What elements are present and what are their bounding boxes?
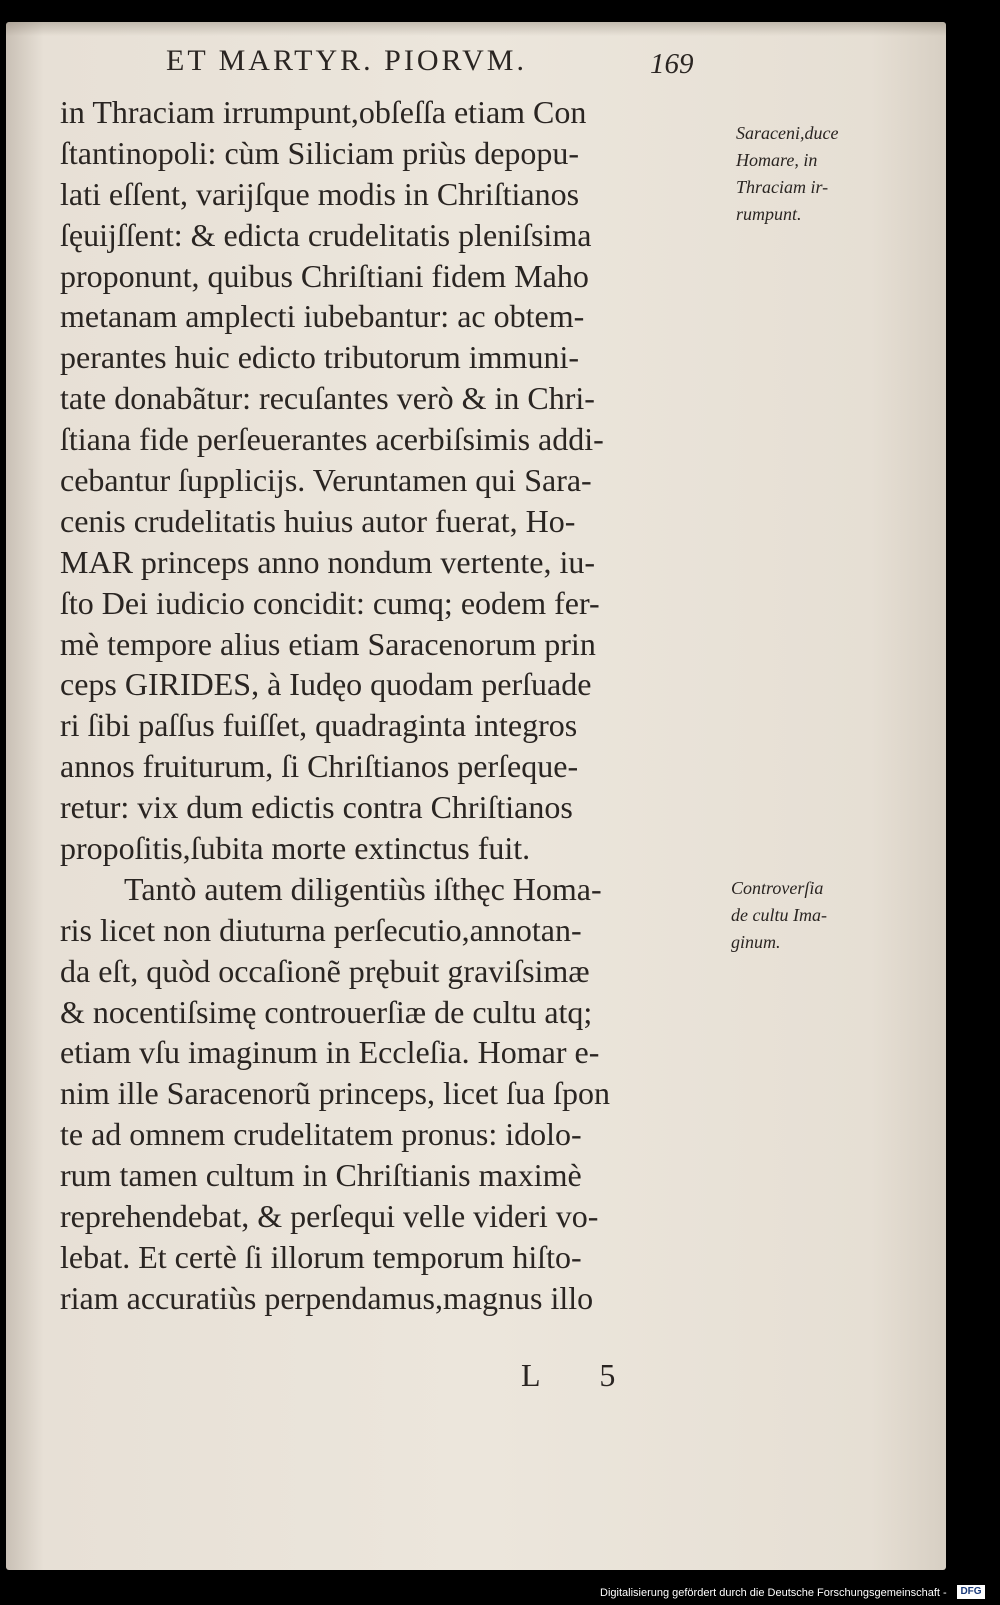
text-line: cebantur ſupplicijs. Veruntamen qui Sara- — [60, 462, 592, 499]
text-line: in Thraciam irrumpunt,obſeſſa etiam Con — [60, 94, 587, 130]
text-line: propoſitis,ſubita morte extinctus fuit. — [60, 830, 531, 867]
text-line: ſtantinopoli: cùm Siliciam priùs depopu- — [60, 134, 580, 171]
text-line: lati eſſent, varijſque modis in Chriſtianos — [60, 175, 580, 212]
text-line: da eſt, quòd occaſionẽ prębuit graviſsimæ — [60, 952, 590, 989]
text-line: retur: vix dum edictis contra Chriſtianos — [60, 789, 573, 826]
digitization-credit: Digitalisierung gefördert durch die Deutsche Forschungsgemeinschaft - — [600, 1587, 947, 1599]
text-line: ſtiana fide perſeuerantes acerbiſsimis addi- — [60, 421, 604, 458]
page-shadow — [6, 22, 946, 36]
text-line: proponunt, quibus Chriſtiani fidem Maho — [60, 257, 589, 294]
text-line: ris licet non diuturna perſecutio,annotan- — [60, 911, 582, 948]
text-line: rum tamen cultum in Chriſtianis maximè — [60, 1157, 582, 1194]
text-line: perantes huic edicto tributorum immuni- — [60, 339, 579, 376]
text-line: ceps GIRIDES, à Iudęo quodam perſuade — [60, 666, 592, 703]
marginal-line: Homare, in — [736, 150, 818, 170]
text-line: & nocentiſsimę controuerſiæ de cultu atq; — [60, 993, 593, 1030]
marginal-line: Controverſia — [731, 878, 824, 898]
marginal-line: de cultu Ima- — [731, 905, 827, 925]
text-line: nim ille Saracenorũ princeps, licet ſua ſpon — [60, 1075, 611, 1112]
text-line: lebat. Et certè ſi illorum temporum hiſto- — [60, 1238, 582, 1275]
text-line: mè tempore alius etiam Saracenorum prin — [60, 625, 596, 662]
dfg-logo: DFG — [957, 1585, 985, 1599]
running-title: ET MARTYR. PIORVM. — [166, 44, 527, 77]
marginal-line: Thraciam ir- — [736, 177, 829, 197]
marginal-note-controversia — [731, 875, 827, 956]
text-line: ſto Dei iudicio concidit: cumq; eodem fer- — [60, 584, 600, 621]
text-line: etiam vſu imaginum in Eccleſia. Homar e- — [60, 1034, 600, 1071]
marginal-line: Saraceni,duce — [736, 123, 839, 143]
page-number: 169 — [650, 48, 694, 80]
signature-mark: L 5 — [521, 1357, 642, 1393]
marginal-note-saraceni — [736, 120, 838, 228]
text-line: cenis crudelitatis huius autor fuerat, Ho- — [60, 502, 576, 539]
text-line: te ad omnem crudelitatem pronus: idolo- — [60, 1116, 582, 1153]
text-line: annos fruiturum, ſi Chriſtianos perſeque- — [60, 748, 579, 785]
text-line: reprehendebat, & perſequi velle videri vo- — [60, 1198, 599, 1235]
text-line: riam accuratiùs perpendamus,magnus illo — [60, 1279, 594, 1316]
text-line: ſęuijſſent: & edicta crudelitatis pleniſsima — [60, 216, 592, 253]
marginal-line: ginum. — [731, 932, 781, 952]
main-text-block — [60, 92, 740, 1319]
text-line: metanam amplecti iubebantur: ac obtem- — [60, 298, 585, 335]
book-page — [6, 22, 946, 1570]
text-line: ri ſibi paſſus fuiſſet, quadraginta integros — [60, 707, 578, 744]
marginal-line: rumpunt. — [736, 204, 802, 224]
text-line: MAR princeps anno nondum vertente, iu- — [60, 543, 595, 580]
text-line-paragraph-start: Tantò autem diligentiùs iſthęc Homa- — [124, 870, 602, 907]
text-line: tate donabãtur: recuſantes verò & in Chri- — [60, 380, 595, 417]
